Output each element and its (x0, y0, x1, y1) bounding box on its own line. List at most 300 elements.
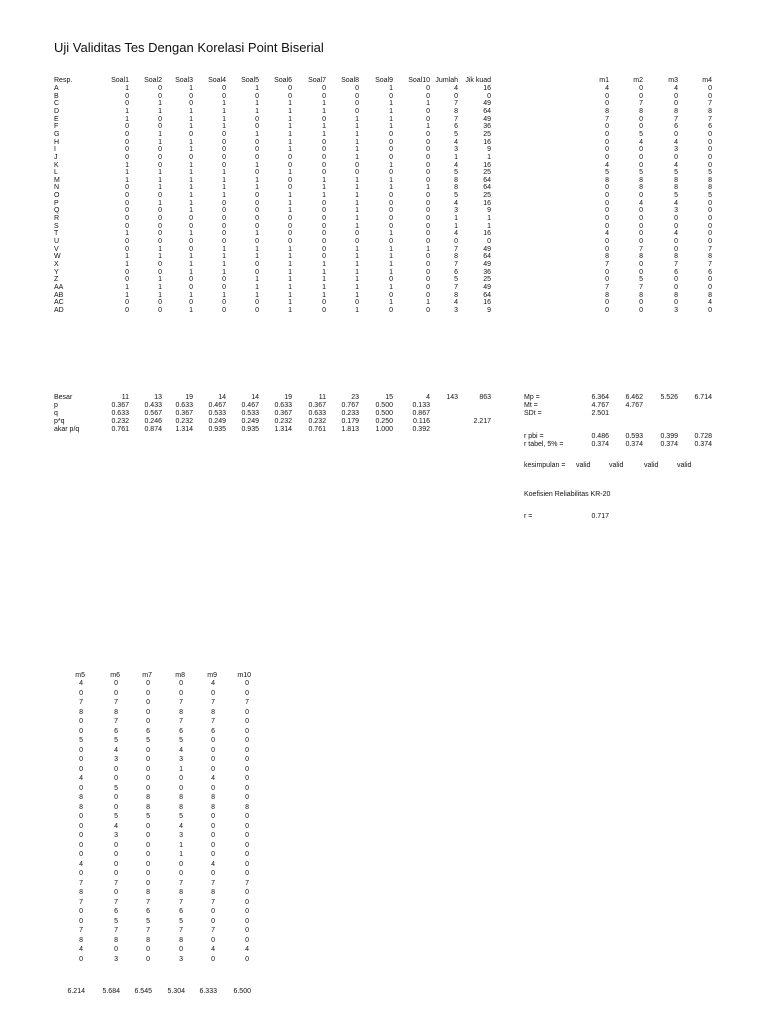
m-cell: 8 (79, 794, 83, 801)
table-cell: 1 (288, 268, 292, 276)
m-cell: 4 (674, 138, 678, 146)
table-cell: 0 (426, 192, 430, 200)
table-cell: 1 (389, 184, 393, 192)
table-cell: 1 (255, 85, 259, 92)
stat-value: 15 (385, 394, 393, 401)
table-cell: 3 (454, 207, 458, 215)
table-cell: 1 (389, 176, 393, 184)
m-cell: 0 (211, 870, 215, 877)
m-cell: 0 (114, 841, 118, 849)
table-cell: 0 (389, 199, 393, 207)
m-cell: 8 (211, 708, 215, 716)
table-cell: 1 (322, 283, 326, 291)
table-cell: 0 (355, 107, 359, 115)
table-cell: 1 (222, 260, 226, 268)
m-cell: 0 (708, 276, 712, 284)
table-cell: 0 (322, 199, 326, 207)
m-cell: 8 (179, 794, 183, 801)
column-header: Soal1 (111, 77, 129, 84)
table-cell: 1 (222, 253, 226, 261)
rpbi-value: 0.728 (694, 433, 712, 440)
table-cell: 0 (222, 130, 226, 138)
stat-value: 0.133 (412, 402, 430, 409)
stat-value: 0.232 (308, 418, 326, 425)
m-total: 5.684 (102, 988, 120, 995)
table-cell: 49 (483, 283, 491, 291)
table-cell: 3 (454, 306, 458, 314)
stat-value: 0.633 (111, 410, 129, 417)
table-cell: 1 (389, 107, 393, 115)
m-cell: 0 (708, 199, 712, 207)
table-cell: 1 (288, 146, 292, 154)
table-cell: 0 (426, 138, 430, 146)
table-cell: 0 (389, 138, 393, 146)
table-cell: 0 (222, 283, 226, 291)
stat-label: q (54, 410, 58, 417)
table-cell: 9 (487, 146, 491, 154)
table-cell: 1 (288, 283, 292, 291)
stat-value: 1.314 (175, 426, 193, 433)
row-label: U (54, 238, 60, 245)
table-cell: 1 (322, 268, 326, 276)
table-cell: 1 (189, 192, 193, 200)
m-cell: 5 (639, 276, 643, 284)
table-cell: 4 (454, 299, 458, 307)
m-cell: 3 (674, 306, 678, 314)
table-cell: 0 (355, 169, 359, 177)
table-cell: 1 (255, 230, 259, 238)
table-cell: 5 (454, 130, 458, 138)
m-cell: 0 (708, 306, 712, 314)
table-cell: 0 (426, 222, 430, 230)
stat-value: 0.232 (274, 418, 292, 425)
m-cell: 0 (146, 870, 150, 877)
table-cell: 1 (322, 100, 326, 108)
table-cell: 1 (125, 85, 129, 92)
m-cell: 5 (114, 737, 118, 744)
table-cell: 1 (158, 169, 162, 177)
table-cell: 0 (222, 276, 226, 284)
m-column-header: m3 (668, 77, 678, 84)
table-cell: 1 (355, 245, 359, 253)
m-cell: 8 (605, 291, 609, 299)
table-cell: 0 (158, 123, 162, 131)
table-cell: 0 (125, 184, 129, 192)
row-label: AD (54, 306, 64, 314)
m-cell: 0 (114, 889, 118, 896)
m-cell: 0 (639, 238, 643, 245)
table-cell: 1 (158, 100, 162, 108)
table-cell: 1 (389, 100, 393, 108)
m-cell: 7 (79, 927, 83, 934)
table-cell: 0 (322, 238, 326, 245)
table-cell: 0 (389, 130, 393, 138)
m-cell: 0 (211, 822, 215, 830)
table-cell: 0 (125, 207, 129, 215)
m-cell: 6 (114, 727, 118, 735)
table-cell: 1 (222, 115, 226, 123)
table-cell: 0 (255, 123, 259, 131)
m-cell: 0 (639, 299, 643, 307)
table-cell: 0 (426, 276, 430, 284)
table-cell: 1 (189, 184, 193, 192)
m-cell: 8 (179, 803, 183, 811)
mp-label: Mp = (524, 394, 540, 401)
m-cell: 0 (639, 85, 643, 92)
table-cell: 1 (355, 291, 359, 299)
table-cell: 0 (322, 153, 326, 161)
m-cell: 0 (245, 936, 249, 944)
stat-value: 11 (318, 394, 326, 401)
table-cell: 1 (389, 283, 393, 291)
m-cell: 8 (639, 176, 643, 184)
m-cell: 0 (146, 756, 150, 763)
m-cell: 0 (708, 222, 712, 230)
m-cell: 0 (605, 153, 609, 161)
table-cell: 1 (322, 176, 326, 184)
column-header: Soal10 (408, 77, 430, 84)
stat-value: 0.233 (341, 410, 359, 417)
stat-value: 19 (185, 394, 193, 401)
m-cell: 8 (639, 107, 643, 115)
table-cell: 1 (426, 184, 430, 192)
m-cell: 6 (114, 908, 118, 915)
m-cell: 0 (114, 803, 118, 811)
table-cell: 1 (426, 100, 430, 108)
table-cell: 1 (158, 283, 162, 291)
stat-value: 14 (251, 394, 259, 401)
table-cell: 1 (189, 253, 193, 261)
row-label: V (54, 245, 59, 253)
table-cell: 1 (189, 199, 193, 207)
m-cell: 0 (639, 222, 643, 230)
table-cell: 0 (222, 161, 226, 169)
m-cell: 7 (211, 718, 215, 725)
m-cell: 8 (605, 107, 609, 115)
mt-label: Mt = (524, 402, 538, 409)
stat-value: 1.813 (341, 426, 359, 433)
m-cell: 0 (639, 146, 643, 154)
m-cell: 8 (674, 291, 678, 299)
table-cell: 0 (426, 253, 430, 261)
table-cell: 0 (487, 92, 491, 100)
m-total: 6.333 (199, 988, 217, 995)
m-cell: 0 (639, 306, 643, 314)
table-cell: 0 (288, 92, 292, 100)
table-cell: 1 (189, 115, 193, 123)
table-cell: 1 (389, 161, 393, 169)
m-cell: 4 (245, 946, 249, 953)
row-label: H (54, 138, 60, 146)
m-cell: 0 (245, 927, 249, 934)
table-cell: 1 (255, 130, 259, 138)
table-cell: 1 (288, 169, 292, 177)
stat-value: 0.633 (308, 410, 326, 417)
rtabel-value: 0.374 (694, 441, 712, 448)
m-cell: 0 (211, 689, 215, 697)
m-cell: 0 (708, 238, 712, 245)
stat-value: 0.392 (412, 426, 430, 433)
table-cell: 0 (125, 130, 129, 138)
table-cell: 1 (189, 291, 193, 299)
table-cell: 0 (322, 222, 326, 230)
table-cell: 9 (487, 306, 491, 314)
table-cell: 0 (222, 299, 226, 307)
m-cell: 0 (211, 746, 215, 754)
m-cell: 0 (146, 765, 150, 773)
rpbi-value: 0.399 (660, 433, 678, 440)
table-cell: 1 (288, 291, 292, 299)
row-label: C (54, 100, 60, 108)
m-cell: 5 (179, 917, 183, 925)
table-cell: 49 (483, 100, 491, 108)
m-cell: 4 (79, 860, 83, 868)
m-cell: 0 (708, 85, 712, 92)
table-cell: 0 (125, 245, 129, 253)
table-cell: 0 (426, 153, 430, 161)
m-cell: 7 (605, 115, 609, 123)
m-cell: 5 (639, 169, 643, 177)
m-cell: 0 (79, 765, 83, 773)
table-cell: 0 (426, 176, 430, 184)
m-cell: 0 (639, 92, 643, 100)
table-cell: 0 (189, 222, 193, 230)
m-cell: 0 (708, 230, 712, 238)
row-label: S (54, 222, 59, 230)
m-cell: 7 (179, 699, 183, 706)
m-column-header: m4 (702, 77, 712, 84)
row-label: O (54, 192, 60, 200)
table-cell: 1 (158, 130, 162, 138)
m-cell: 0 (146, 680, 150, 687)
m-cell: 0 (245, 689, 249, 697)
table-cell: 1 (222, 268, 226, 276)
table-cell: 1 (426, 245, 430, 253)
m-cell: 6 (708, 268, 712, 276)
stat-value: 0.367 (111, 402, 129, 409)
stat-value: 4 (426, 394, 430, 401)
m-cell: 8 (146, 803, 150, 811)
table-cell: 9 (487, 207, 491, 215)
m-cell: 0 (708, 215, 712, 223)
table-cell: 0 (389, 306, 393, 314)
m-cell: 8 (674, 176, 678, 184)
stat-label: akar p/q (54, 426, 80, 433)
m-cell: 0 (605, 184, 609, 192)
m-cell: 3 (674, 207, 678, 215)
m-cell: 0 (639, 161, 643, 169)
table-cell: 0 (125, 192, 129, 200)
m-cell: 0 (79, 689, 83, 697)
table-cell: 0 (355, 92, 359, 100)
m-cell: 0 (146, 860, 150, 868)
table-cell: 0 (222, 215, 226, 223)
table-cell: 0 (426, 130, 430, 138)
m-cell: 7 (179, 898, 183, 906)
m-cell: 0 (179, 680, 183, 687)
row-label: T (54, 230, 59, 238)
table-cell: 1 (322, 260, 326, 268)
table-cell: 0 (222, 230, 226, 238)
table-cell: 1 (222, 100, 226, 108)
m-cell: 3 (114, 756, 118, 763)
table-cell: 0 (222, 306, 226, 314)
m-cell: 4 (211, 775, 215, 782)
m-cell: 0 (114, 870, 118, 877)
m-column-header: m10 (237, 672, 251, 679)
table-cell: 0 (255, 299, 259, 307)
table-cell: 7 (454, 283, 458, 291)
m-cell: 0 (79, 870, 83, 877)
table-cell: 1 (189, 230, 193, 238)
m-cell: 0 (146, 784, 150, 792)
stat-value: 0.500 (375, 410, 393, 417)
table-cell: 0 (255, 199, 259, 207)
m-cell: 0 (605, 276, 609, 284)
table-cell: 0 (255, 92, 259, 100)
m-cell: 0 (639, 260, 643, 268)
m-cell: 0 (674, 276, 678, 284)
m-cell: 5 (708, 169, 712, 177)
table-cell: 16 (483, 138, 491, 146)
table-cell: 1 (125, 161, 129, 169)
table-cell: 1 (454, 222, 458, 230)
table-cell: 1 (189, 107, 193, 115)
table-cell: 0 (222, 238, 226, 245)
row-label: R (54, 215, 60, 223)
mt-value: 4.767 (591, 402, 609, 409)
m-cell: 0 (211, 765, 215, 773)
row-label: L (54, 169, 58, 177)
column-header: Soal8 (341, 77, 359, 84)
mp-value: 5.526 (660, 394, 678, 401)
table-cell: 1 (255, 161, 259, 169)
table-cell: 0 (189, 92, 193, 100)
m-cell: 0 (245, 898, 249, 906)
table-cell: 1 (125, 176, 129, 184)
column-header: Soal9 (375, 77, 393, 84)
m-cell: 5 (708, 192, 712, 200)
table-cell: 1 (288, 192, 292, 200)
table-cell: 1 (158, 245, 162, 253)
m-cell: 0 (605, 146, 609, 154)
row-label: E (54, 115, 59, 123)
table-cell: 0 (255, 153, 259, 161)
m-cell: 5 (639, 130, 643, 138)
m-cell: 6 (674, 123, 678, 131)
table-cell: 0 (322, 306, 326, 314)
table-cell: 0 (355, 100, 359, 108)
m-cell: 0 (146, 851, 150, 858)
m-cell: 8 (79, 889, 83, 896)
m-cell: 7 (146, 927, 150, 934)
m-cell: 0 (211, 917, 215, 925)
table-cell: 5 (454, 276, 458, 284)
table-cell: 1 (288, 199, 292, 207)
m-cell: 0 (245, 746, 249, 754)
table-cell: 36 (483, 123, 491, 131)
m-cell: 0 (708, 146, 712, 154)
table-cell: 6 (454, 268, 458, 276)
table-cell: 0 (158, 260, 162, 268)
stat-value: 0.467 (208, 402, 226, 409)
m-cell: 0 (211, 936, 215, 944)
table-cell: 1 (355, 199, 359, 207)
table-cell: 1 (355, 146, 359, 154)
m-cell: 7 (79, 879, 83, 887)
m-cell: 0 (605, 192, 609, 200)
m-cell: 5 (79, 737, 83, 744)
table-cell: 0 (288, 184, 292, 192)
m-cell: 6 (674, 268, 678, 276)
m-cell: 5 (674, 192, 678, 200)
stat-value: 0.867 (412, 410, 430, 417)
m-cell: 8 (146, 936, 150, 944)
table-cell: 0 (426, 268, 430, 276)
m-cell: 7 (211, 898, 215, 906)
m-cell: 0 (674, 245, 678, 253)
table-cell: 1 (158, 276, 162, 284)
m-cell: 3 (114, 832, 118, 839)
table-cell: 1 (255, 107, 259, 115)
m-cell: 0 (211, 832, 215, 839)
table-cell: 1 (389, 245, 393, 253)
m-cell: 0 (605, 306, 609, 314)
table-cell: 64 (483, 291, 491, 299)
m-cell: 0 (674, 215, 678, 223)
m-cell: 4 (211, 860, 215, 868)
m-cell: 0 (146, 689, 150, 697)
m-cell: 0 (146, 946, 150, 953)
rpbi-value: 0.593 (625, 433, 643, 440)
stat-value: 143 (446, 394, 458, 401)
m-cell: 0 (179, 946, 183, 953)
m-cell: 4 (605, 230, 609, 238)
table-cell: 0 (255, 169, 259, 177)
m-cell: 6 (211, 727, 215, 735)
m-cell: 0 (211, 841, 215, 849)
m-cell: 0 (674, 299, 678, 307)
table-cell: 1 (125, 260, 129, 268)
table-cell: 0 (426, 107, 430, 115)
m-cell: 0 (245, 832, 249, 839)
stat-value: 0.935 (241, 426, 259, 433)
table-cell: 1 (355, 222, 359, 230)
m-cell: 0 (674, 100, 678, 108)
m-cell: 3 (179, 756, 183, 763)
table-cell: 0 (426, 207, 430, 215)
m-cell: 0 (639, 207, 643, 215)
table-cell: 1 (355, 268, 359, 276)
m-cell: 6 (146, 727, 150, 735)
table-cell: 1 (158, 107, 162, 115)
table-cell: 0 (426, 238, 430, 245)
m-cell: 8 (639, 291, 643, 299)
table-cell: 0 (322, 253, 326, 261)
column-header: Soal6 (274, 77, 292, 84)
table-cell: 1 (222, 169, 226, 177)
m-cell: 8 (708, 253, 712, 261)
m-cell: 0 (245, 794, 249, 801)
stat-value: 11 (121, 394, 129, 401)
m-cell: 0 (146, 879, 150, 887)
m-cell: 5 (605, 169, 609, 177)
row-label: Z (54, 276, 59, 284)
m-cell: 0 (211, 813, 215, 820)
table-cell: 0 (288, 215, 292, 223)
table-cell: 1 (355, 260, 359, 268)
m-cell: 7 (605, 260, 609, 268)
